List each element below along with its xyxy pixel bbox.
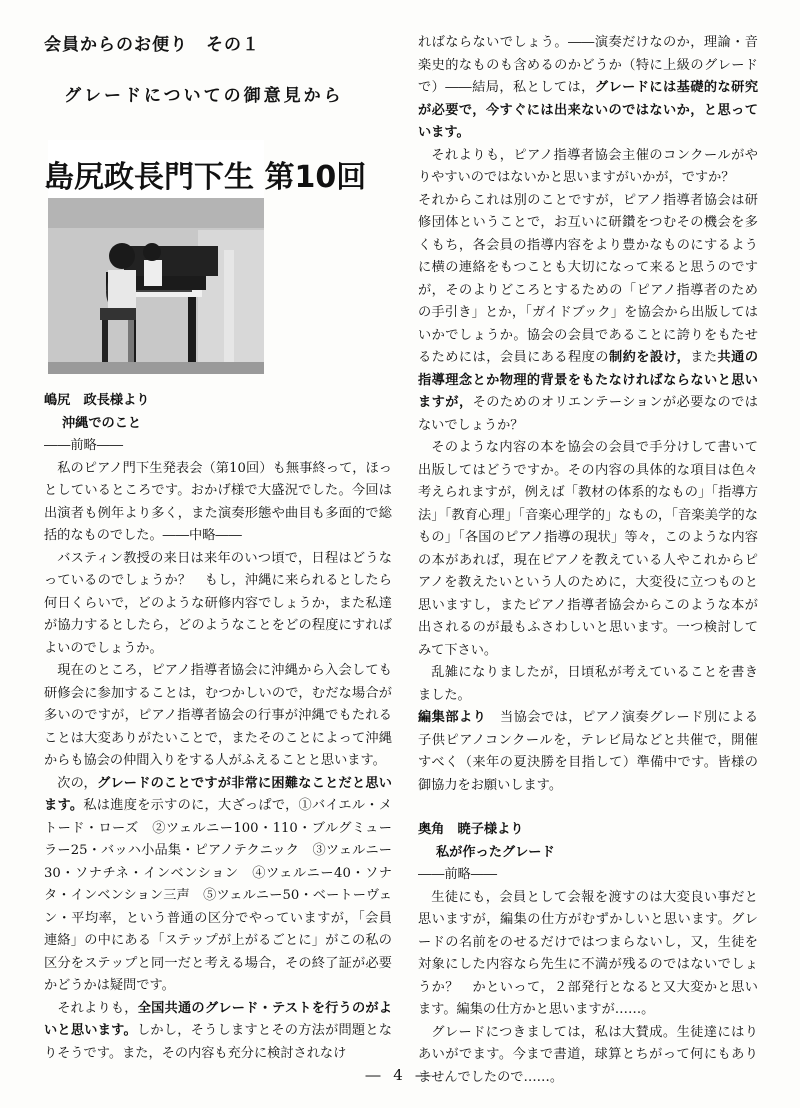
paragraph-9: 乱雑になりましたが，日頃私が考えていることを書きました。 <box>418 665 758 703</box>
paragraph-7-e: そのためのオリエンテーションが必要なのではないでしょうか？ <box>418 395 758 433</box>
paragraph-5 <box>44 998 392 1066</box>
continuation <box>418 32 758 145</box>
page-number: ― 4 ― <box>365 1066 435 1084</box>
paragraph-10: 生徒にも，会員として会報を渡すのは大変良い事だと思いますが，編集の仕方がむずかしいと思います。グレードの名前をのせるだけではつまらないし，又，生徒を対象にした内容なら先生に不満が残るのではないでしょうか？ かといって，２部発行となると又大変かと思います。編集の仕方かと思いますが……。 <box>418 889 758 1017</box>
page-heading: 会員からのお便り その１ <box>44 35 260 55</box>
right-column <box>418 32 758 1089</box>
editor-note <box>418 707 758 797</box>
continuation-text: ればならないでしょう。――演奏だけなのか，理論・音楽史的なものも含めるのかどうか（特に上級のグレードで）――結局，私としては， <box>418 35 758 95</box>
sender1-name: 嶋尻 政長様より <box>44 393 150 408</box>
left-column <box>44 30 392 1065</box>
paragraph-7-b: 制約を設け， <box>608 350 691 365</box>
recital-photo <box>44 140 367 374</box>
paragraph-5-body: しかし，そうしますとその方法が問題となりそうです。また，その内容も充分に検討されなけ <box>44 1023 392 1061</box>
paragraph-8: そのような内容の本を協会の会員で手分けして書いて出版してはどうですか。その内容の具体的な項目は色々考えられますが，例えば「教材の体系的なもの」「指導方法」「教育心理」「音楽心理学的」なもの，「音楽美学的なもの」「各国のピアノ指導の現状」等々，このような内容の本があれば，現在ピアノを教えている人やこれからピアノを教えたいという人のために，大変役に立つものと思いますし，またピアノ指導者協会からこのような本が出されるのが最もふさわしいと思います。一つ検討してみて下さい。 <box>418 440 758 658</box>
section-spacer <box>418 797 758 819</box>
sender2-intro: ――前略―― <box>418 867 498 882</box>
paragraph-11: グレードにつきましては，私は大賛成。生徒達にはりあいがでます。今まで書道，球算とちがって何にもありませんでしたので……。 <box>418 1024 758 1085</box>
paragraph-5-lead: それよりも， <box>57 1000 138 1016</box>
editor-label: 編集部より <box>418 710 487 725</box>
paragraph-7-d: 共通の指導理念とか物理的背景をもたなければならないと思いますが， <box>418 350 759 410</box>
paragraph-4-lead: 次の， <box>57 775 97 791</box>
page-subheading: グレードについての御意見から <box>64 86 344 106</box>
paragraph-4 <box>44 773 392 998</box>
continuation-emphasis: グレードには基礎的な研究が必要で，今すぐには出来ないのではないか，と思っています。 <box>418 80 759 140</box>
sender1-intro: ――前略―― <box>44 438 124 453</box>
paragraph-3: 現在のところ，ピアノ指導者協会に沖縄から入会しても研修会に参加することは，むつかしいので，むだな場合が多いのですが，ピアノ指導者協会の行事が沖縄でもたれることは大変ありがたいことで，またそのことによって沖縄からも協会の仲間入りをする人がふえることと思います。 <box>44 663 392 768</box>
sender2-name: 奥角 暁子様より <box>418 822 524 837</box>
piano-recital-illustration <box>48 140 264 374</box>
paragraph-1: 私のピアノ門下生発表会（第10回）も無事終って，ほっとしているところです。おかげ様で大盛況でした。今回は出演者も例年より多く，また演奏形態や曲目も多面的で総括的なものでした。――中略―― <box>44 460 392 543</box>
paragraph-4-emphasis: グレードのことですが非常に困難なことだと思います。 <box>44 775 392 813</box>
paragraph-7-a: それからこれは別のことですが，ピアノ指導者協会は研修団体ということで，お互いに研鑽をつむその機会を多くもち，各会員の指導内容をより豊かなものにするように横の連絡をもつことも大切になって来ると思うのですが，そのよりどころとするための「ピアノ指導者のための手引き」とか，「ガイドブック」を協会から出版してはいかでしょうか。協会の会員であることに誇りをもたせるためには，会員にある程度の <box>418 192 758 365</box>
paragraph-6: それよりも，ピアノ指導者協会主催のコンクールがやりやすいのではないかと思いますがいかが，ですか？ <box>418 147 758 185</box>
paragraph-2: バスティン教授の来日は来年のいつ頃で，日程はどうなっているのでしょうか？ もし，沖縄に来られるとしたら何日くらいで，どのような研修内容でしょうか，また私達が協力するとしたら，どのようなことをどの程度にすればよいのでしょうか。 <box>44 550 392 656</box>
paragraph-7-c: また <box>690 350 718 365</box>
paragraph-4-body: 私は進度を示すのに，大ざっぱで，①バイエル・メトード・ローズ ②ツェルニー100・110・ブルグミューラー25・バッハ小品集・ピアノテクニック ③ツェルニー30・ソナチネ・インベンション ④ツェルニー40・ソナタ・インベンション三声 ⑤ツェルニー50・ベートーヴェン・平均率，という普通の区分でやっていますが，「会員連絡」の中にある「ステップが上がるごとに」がこの私の区分をステップと同一だと考える場合，その終了証が必要かどうかは疑問です。 <box>44 798 392 993</box>
paragraph-5-emphasis: 全国共通のグレード・テストを行うのがよいと思います。 <box>44 1000 392 1038</box>
sender2-title: 私が作ったグレード <box>436 844 555 860</box>
photo-banner-text: 島尻政長門下生 第10回 <box>44 160 367 195</box>
paragraph-7 <box>418 190 758 438</box>
sender1-title: 沖縄でのこと <box>62 415 142 431</box>
editor-note-text: 当協会では，ピアノ演奏グレード別による子供ピアノコンクールを，テレビ局などと共催で，開催すべく（来年の夏決勝を目指して）準備中です。皆様の御協力をお願いします。 <box>418 710 759 793</box>
